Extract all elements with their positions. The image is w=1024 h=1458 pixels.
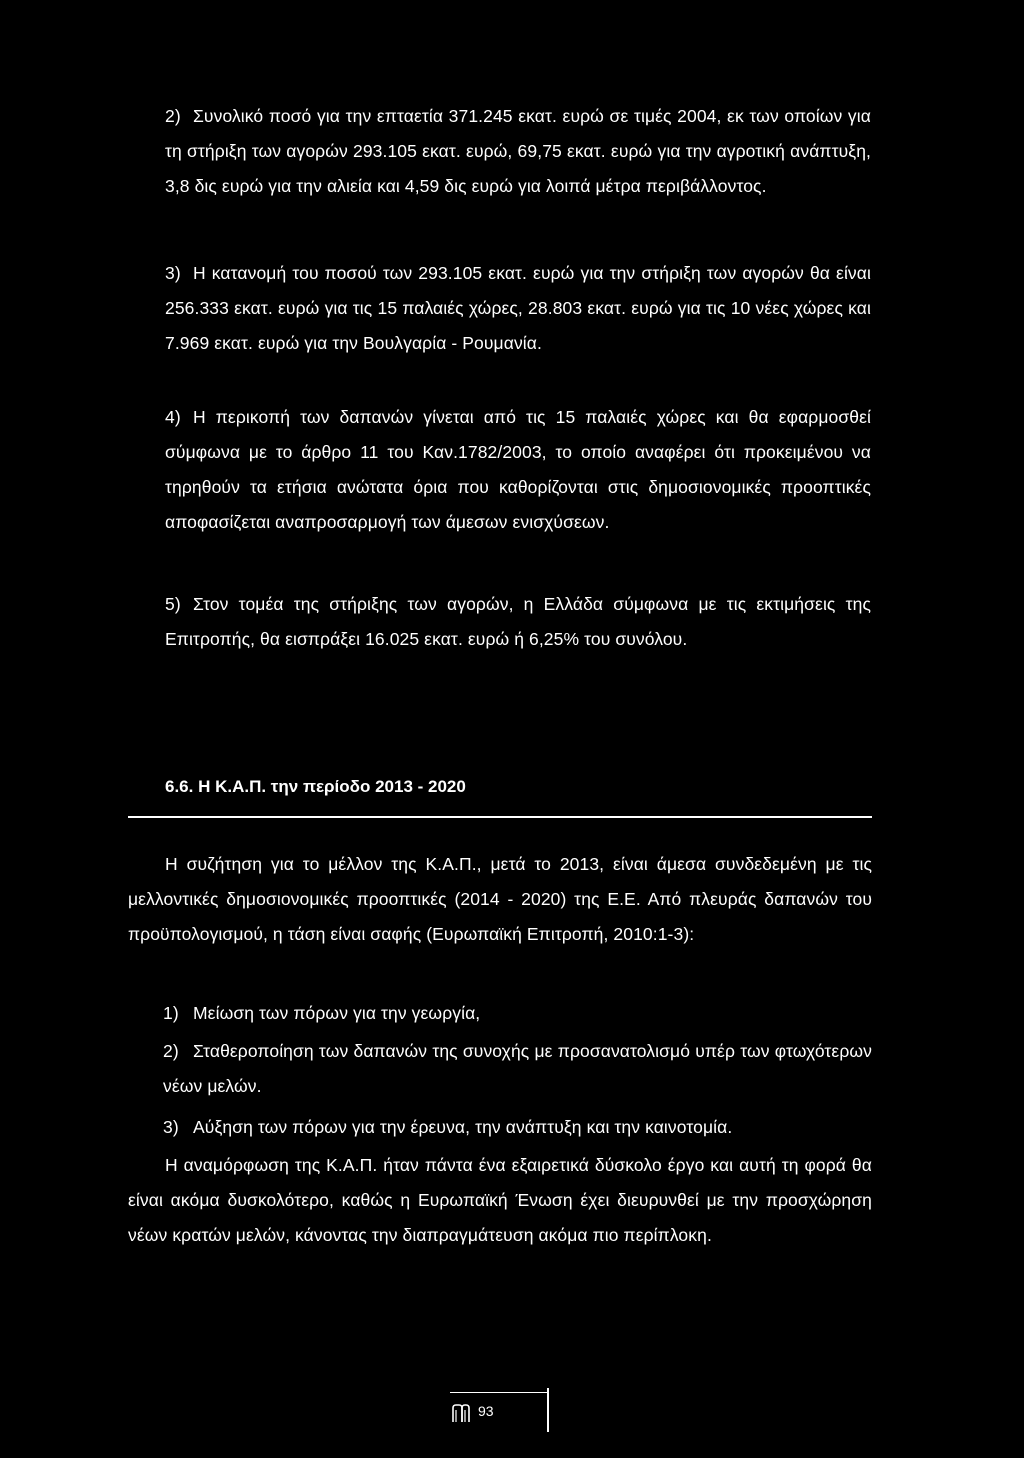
list-item — [165, 400, 871, 540]
list-item — [165, 587, 871, 657]
library-logo-icon — [450, 1402, 472, 1424]
list-item — [165, 99, 871, 204]
list-item — [163, 1110, 872, 1145]
list-item-number: 2) — [163, 1041, 179, 1061]
list-item-text: Στον τομέα της στήριξης των αγορών, η Ελλάδα σύμφωνα με τις εκτιμήσεις της Επιτροπής, θα εισπράξει 16.025 εκατ. ευρώ ή 6,25% του συνόλου. — [165, 594, 871, 649]
list-item — [163, 1034, 872, 1104]
list-item-text: Αύξηση των πόρων για την έρευνα, την ανάπτυξη και την καινοτομία. — [193, 1117, 733, 1137]
list-item-number: 3) — [165, 263, 181, 283]
section-heading: 6.6. Η Κ.Α.Π. την περίοδο 2013 - 2020 — [165, 777, 466, 796]
list-item-text: Συνολικό ποσό για την επταετία 371.245 εκατ. ευρώ σε τιμές 2004, εκ των οποίων για τη στήριξη των αγορών 293.105 εκατ. ευρώ, 69,75 εκατ. ευρώ για την αγροτική ανάπτυξη, 3,8 δις ευρώ για την αλιεία και 4,59 δις ευρώ για λοιπά μέτρα περιβάλλοντος. — [165, 106, 871, 196]
list-item-text: Σταθεροποίηση των δαπανών της συνοχής με προσανατολισμό υπέρ των φτωχότερων νέων μελών. — [163, 1041, 872, 1096]
list-item-text: Η κατανομή του ποσού των 293.105 εκατ. ευρώ για την στήριξη των αγορών θα είναι 256.333 εκατ. ευρώ για τις 15 παλαιές χώρες, 28.803 εκατ. ευρώ για τις 10 νέες χώρες και 7.969 εκατ. ευρώ για την Βουλγαρία - Ρουμανία. — [165, 263, 871, 353]
page-footer — [448, 1388, 568, 1432]
intro-paragraph: Η συζήτηση για το μέλλον της Κ.Α.Π., μετά το 2013, είναι άμεσα συνδεδεμένη με τις μελλοντικές δημοσιονομικές προοπτικές (2014 - 2020) της Ε.Ε. Από πλευράς δαπανών του προϋπολογισμού, η τάση είναι σαφής (Ευρωπαϊκή Επιτροπή, 2010:1-3): — [128, 854, 872, 944]
heading-divider — [128, 816, 872, 818]
list-item-number: 2) — [165, 106, 181, 126]
list-item-text: Μείωση των πόρων για την γεωργία, — [193, 1003, 481, 1023]
footer-bar — [547, 1388, 549, 1432]
list-item-text: Η περικοπή των δαπανών γίνεται από τις 15 παλαιές χώρες και θα εφαρμοσθεί σύμφωνα με το άρθρο 11 του Καν.1782/2003, το οποίο αναφέρει ότι προκειμένου να τηρηθούν τα ετήσια ανώτατα όρια που καθορίζονται στις δημοσιονομικές προοπτικές αποφασίζεται αναπροσαρμογή των άμεσων ενισχύσεων. — [165, 407, 871, 532]
footer-rule — [450, 1392, 547, 1393]
closing-paragraph: Η αναμόρφωση της Κ.Α.Π. ήταν πάντα ένα εξαιρετικά δύσκολο έργο και αυτή τη φορά θα είναι ακόμα δυσκολότερο, καθώς η Ευρωπαϊκή Ένωση έχει διευρυνθεί με την προσχώρηση νέων κρατών μελών, κάνοντας την διαπραγμάτευση ακόμα πιο περίπλοκη. — [128, 1155, 872, 1245]
list-item-number: 4) — [165, 407, 181, 427]
list-item — [165, 256, 871, 361]
page-number: 93 — [478, 1403, 494, 1419]
list-item-number: 1) — [163, 1003, 179, 1023]
list-item — [163, 996, 872, 1031]
list-item-number: 5) — [165, 594, 181, 614]
list-item-number: 3) — [163, 1117, 179, 1137]
